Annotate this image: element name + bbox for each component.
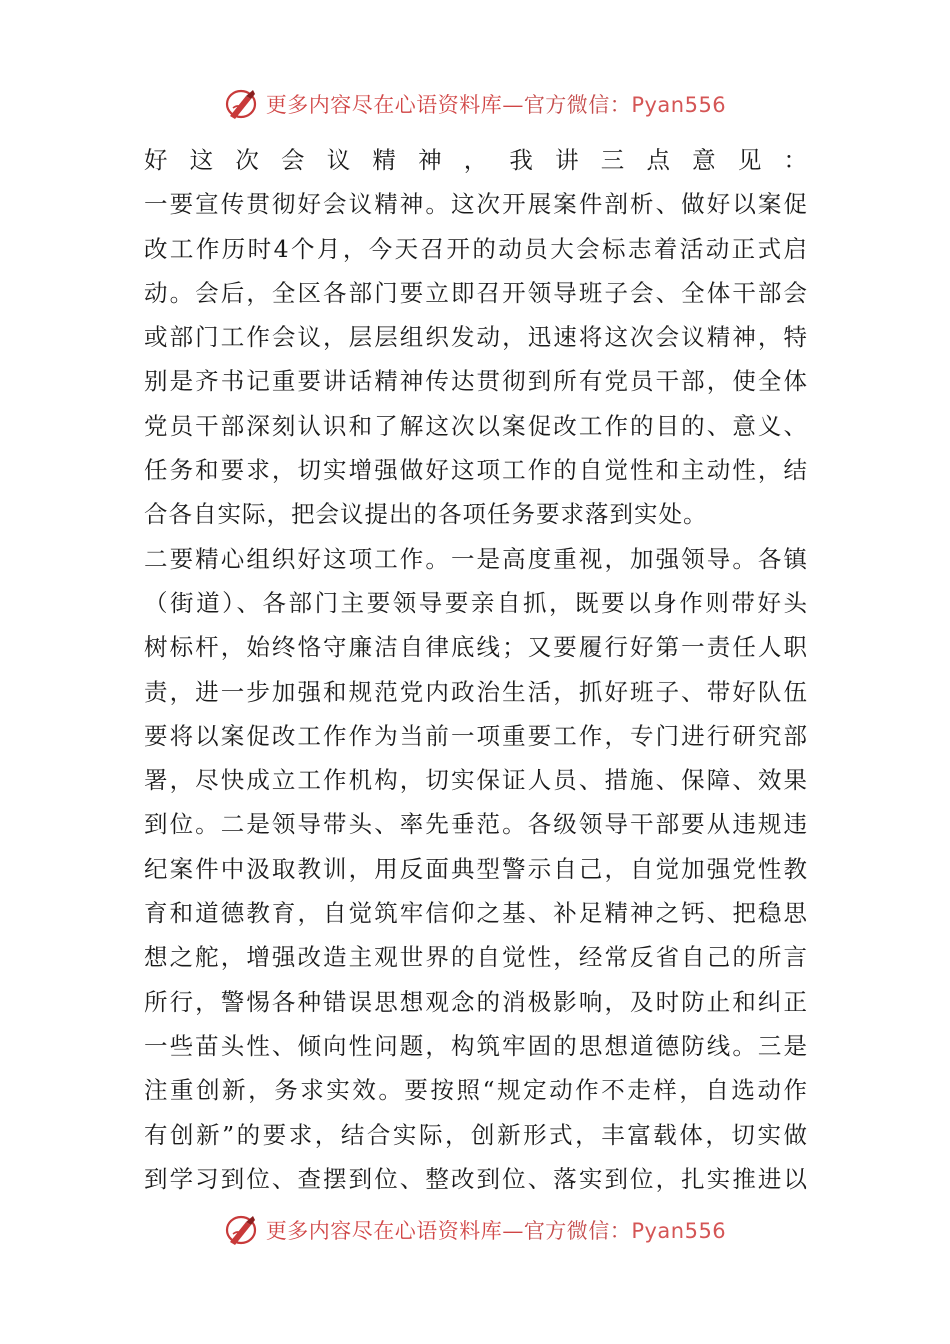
document-body: [144, 138, 808, 1201]
watermark-site: 更多内容尽在心语资料库: [265, 93, 503, 117]
watermark-dash: —: [502, 1219, 524, 1243]
text-line: 育和道德教育，自觉筑牢信仰之基、补足精神之钙、把稳思: [144, 899, 808, 928]
watermark-wechat-id: Pyan556: [631, 93, 727, 117]
text-line: 注重创新，务求实效。要按照“规定动作不走样，自选动作: [144, 1076, 808, 1105]
text-line: 署，尽快成立工作机构，切实保证人员、措施、保障、效果: [144, 766, 808, 795]
text-line: 好这次会议精神，我讲三点意见：: [144, 146, 808, 174]
pen-logo-icon: [224, 86, 260, 122]
text-line: 任务和要求，切实增强做好这项工作的自觉性和主动性，结: [144, 456, 808, 485]
text-line: 有创新”的要求，结合实际，创新形式，丰富载体，切实做: [144, 1120, 808, 1149]
text-line: 二要精心组织好这项工作。一是高度重视，加强领导。各镇: [144, 544, 808, 573]
text-line: 责，进一步加强和规范党内政治生活，抓好班子、带好队伍: [144, 677, 808, 706]
text-line: 动。会后，全区各部门要立即召开领导班子会、全体干部会: [144, 278, 808, 307]
header-watermark: [0, 82, 950, 126]
watermark-label: 官方微信：: [523, 93, 632, 117]
text-line: 一要宣传贯彻好会议精神。这次开展案件剖析、做好以案促: [144, 190, 808, 219]
text-line: 纪案件中汲取教训，用反面典型警示自己，自觉加强党性教: [144, 854, 808, 883]
text-line: 别是齐书记重要讲话精神传达贯彻到所有党员干部，使全体: [144, 367, 808, 396]
watermark-label: 官方微信：: [523, 1219, 632, 1243]
text-line: 合各自实际，把会议提出的各项任务要求落到实处。: [144, 500, 708, 529]
text-line: 树标杆，始终恪守廉洁自律底线；又要履行好第一责任人职: [144, 633, 808, 662]
text-line: 到位。二是领导带头、率先垂范。各级领导干部要从违规违: [144, 810, 808, 839]
pen-logo-icon: [224, 1212, 260, 1248]
watermark-site: 更多内容尽在心语资料库: [265, 1219, 503, 1243]
text-line: 党员干部深刻认识和了解这次以案促改工作的目的、意义、: [144, 411, 808, 440]
text-line: 一些苗头性、倾向性问题，构筑牢固的思想道德防线。三是: [144, 1031, 808, 1060]
text-line: 要将以案促改工作作为当前一项重要工作，专门进行研究部: [144, 721, 808, 750]
text-line: 或部门工作会议，层层组织发动，迅速将这次会议精神，特: [144, 323, 808, 352]
text-line: 想之舵，增强改造主观世界的自觉性，经常反省自己的所言: [144, 943, 808, 972]
text-line: （街道）、各部门主要领导要亲自抓，既要以身作则带好头: [144, 588, 808, 617]
watermark-text: [266, 1215, 726, 1245]
watermark-wechat-id: Pyan556: [631, 1219, 727, 1243]
text-line: 改工作历时4个月，今天召开的动员大会标志着活动正式启: [144, 234, 808, 263]
text-line: 到学习到位、查摆到位、整改到位、落实到位，扎实推进以: [144, 1164, 808, 1193]
watermark-text: [266, 89, 726, 119]
text-line: 所行，警惕各种错误思想观念的消极影响，及时防止和纠正: [144, 987, 808, 1016]
watermark-dash: —: [502, 93, 524, 117]
footer-watermark: [0, 1208, 950, 1252]
